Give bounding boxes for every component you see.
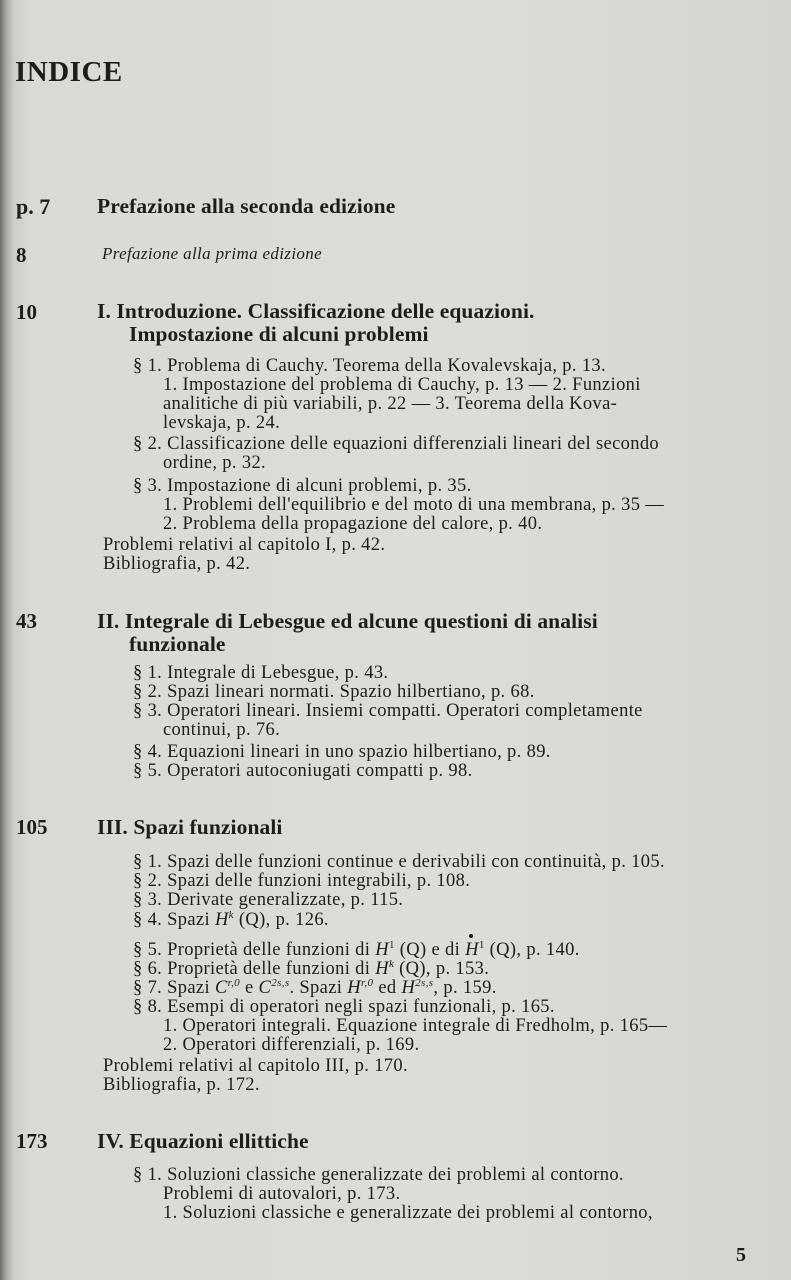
section-entry: § 5. Operatori autoconiugati compatti p. 98. [133, 761, 473, 781]
problems-entry: Problemi relativi al capitolo III, p. 170. [103, 1056, 408, 1076]
section-entry [133, 910, 329, 930]
text: (Q), p. 140. [484, 940, 580, 960]
section-entry: § 3. Operatori lineari. Insiemi compatti. Operatori completamente [133, 701, 643, 721]
chapter-title: III. Spazi funzionali [97, 815, 283, 839]
section-entry: § 2. Classificazione delle equazioni differenziali lineari del secondo [133, 434, 660, 454]
section-entry: § 3. Impostazione di alcuni problemi, p. 35. [133, 476, 472, 496]
section-entry: § 2. Spazi delle funzioni integrabili, p. 108. [133, 871, 471, 891]
text: ed [373, 978, 402, 998]
math-superscript: k [228, 909, 234, 921]
section-entry: § 1. Spazi delle funzioni continue e derivabili con continuità, p. 105. [133, 852, 665, 872]
page-ref: 43 [16, 609, 37, 633]
section-entry [133, 978, 497, 998]
math-symbol: C [214, 978, 228, 998]
math-superscript: 1 [478, 939, 485, 951]
section-entry: § 4. Equazioni lineari in uno spazio hilbertiano, p. 89. [133, 742, 551, 762]
text: § 7. Spazi [133, 978, 215, 998]
page-ref: 105 [16, 815, 48, 839]
text: (Q), p. 126. [233, 910, 329, 930]
section-entry [133, 940, 580, 960]
page-ref: 173 [16, 1129, 48, 1153]
math-superscript: 1 [388, 939, 395, 951]
subsection-entry: 1. Problemi dell'equilibrio e del moto di una membrana, p. 35 — [163, 495, 665, 515]
text: , p. 159. [433, 978, 497, 998]
text: § 6. Proprietà delle funzioni di [133, 959, 376, 979]
text: § 5. Proprietà delle funzioni di [133, 940, 376, 960]
section-entry: § 2. Spazi lineari normati. Spazio hilbertiano, p. 68. [133, 682, 535, 702]
chapter-title: II. Integrale di Lebesgue ed alcune questioni di analisi [97, 609, 598, 633]
section-entry-cont: Problemi di autovalori, p. 173. [163, 1184, 401, 1204]
section-entry: § 3. Derivate generalizzate, p. 115. [133, 890, 404, 910]
page-ref: 8 [16, 243, 27, 267]
section-entry: § 8. Esempi di operatori negli spazi funzionali, p. 165. [133, 997, 555, 1017]
subsection-entry: 2. Problema della propagazione del calore, p. 40. [163, 514, 543, 534]
math-symbol: H [401, 978, 416, 998]
chapter-title: IV. Equazioni ellittiche [97, 1129, 309, 1153]
math-superscript: r,0 [360, 977, 374, 989]
text: (Q) e di [394, 940, 466, 960]
math-superscript: k [388, 958, 395, 970]
math-superscript: 2s,s [271, 977, 290, 989]
text: . Spazi [289, 978, 348, 998]
math-symbol: H [214, 910, 229, 930]
subsection-entry: 2. Operatori differenziali, p. 169. [163, 1035, 420, 1055]
chapter-title-cont: Impostazione di alcuni problemi [129, 322, 429, 346]
subsection-entry: 1. Operatori integrali. Equazione integrale di Fredholm, p. 165— [163, 1016, 668, 1036]
index-title: INDICE [15, 56, 123, 88]
math-symbol: H [375, 940, 389, 960]
entry-title: Prefazione alla seconda edizione [97, 194, 396, 218]
entry-title: Prefazione alla prima edizione [102, 244, 322, 263]
page-number: 5 [736, 1244, 746, 1266]
problems-entry: Problemi relativi al capitolo I, p. 42. [103, 535, 386, 555]
math-superscript: 2s,s [415, 977, 434, 989]
bibliography-entry: Bibliografia, p. 172. [103, 1075, 260, 1095]
section-entry-cont: continui, p. 76. [163, 720, 281, 740]
text: e [240, 978, 259, 998]
subsection-entry: 1. Soluzioni classiche e generalizzate dei problemi al contorno, [163, 1203, 653, 1223]
section-entry: § 1. Soluzioni classiche generalizzate dei problemi al contorno. [133, 1165, 624, 1185]
page-ref: p. 7 [16, 194, 51, 219]
section-entry: § 1. Problema di Cauchy. Teorema della Kovalevskaja, p. 13. [133, 356, 606, 376]
section-entry [133, 959, 489, 979]
subsection-entry: levskaja, p. 24. [163, 413, 281, 433]
math-symbol: H [347, 978, 361, 998]
subsection-entry: 1. Impostazione del problema di Cauchy, p. 13 — 2. Funzioni [163, 375, 641, 395]
text: (Q), p. 153. [394, 959, 490, 979]
chapter-title: I. Introduzione. Classificazione delle equazioni. [97, 299, 535, 323]
math-symbol: C [258, 978, 272, 998]
subsection-entry: analitiche di più variabili, p. 22 — 3. Teorema della Kova- [163, 394, 618, 414]
math-symbol: H [375, 959, 389, 979]
section-entry: § 1. Integrale di Lebesgue, p. 43. [133, 663, 389, 683]
page-ref: 10 [16, 300, 37, 324]
math-superscript: r,0 [227, 977, 241, 989]
bibliography-entry: Bibliografia, p. 42. [103, 554, 251, 574]
chapter-title-cont: funzionale [129, 632, 226, 656]
text: § 4. Spazi [133, 910, 215, 930]
section-entry-cont: ordine, p. 32. [163, 453, 267, 473]
math-symbol-dotted: H [465, 940, 479, 960]
